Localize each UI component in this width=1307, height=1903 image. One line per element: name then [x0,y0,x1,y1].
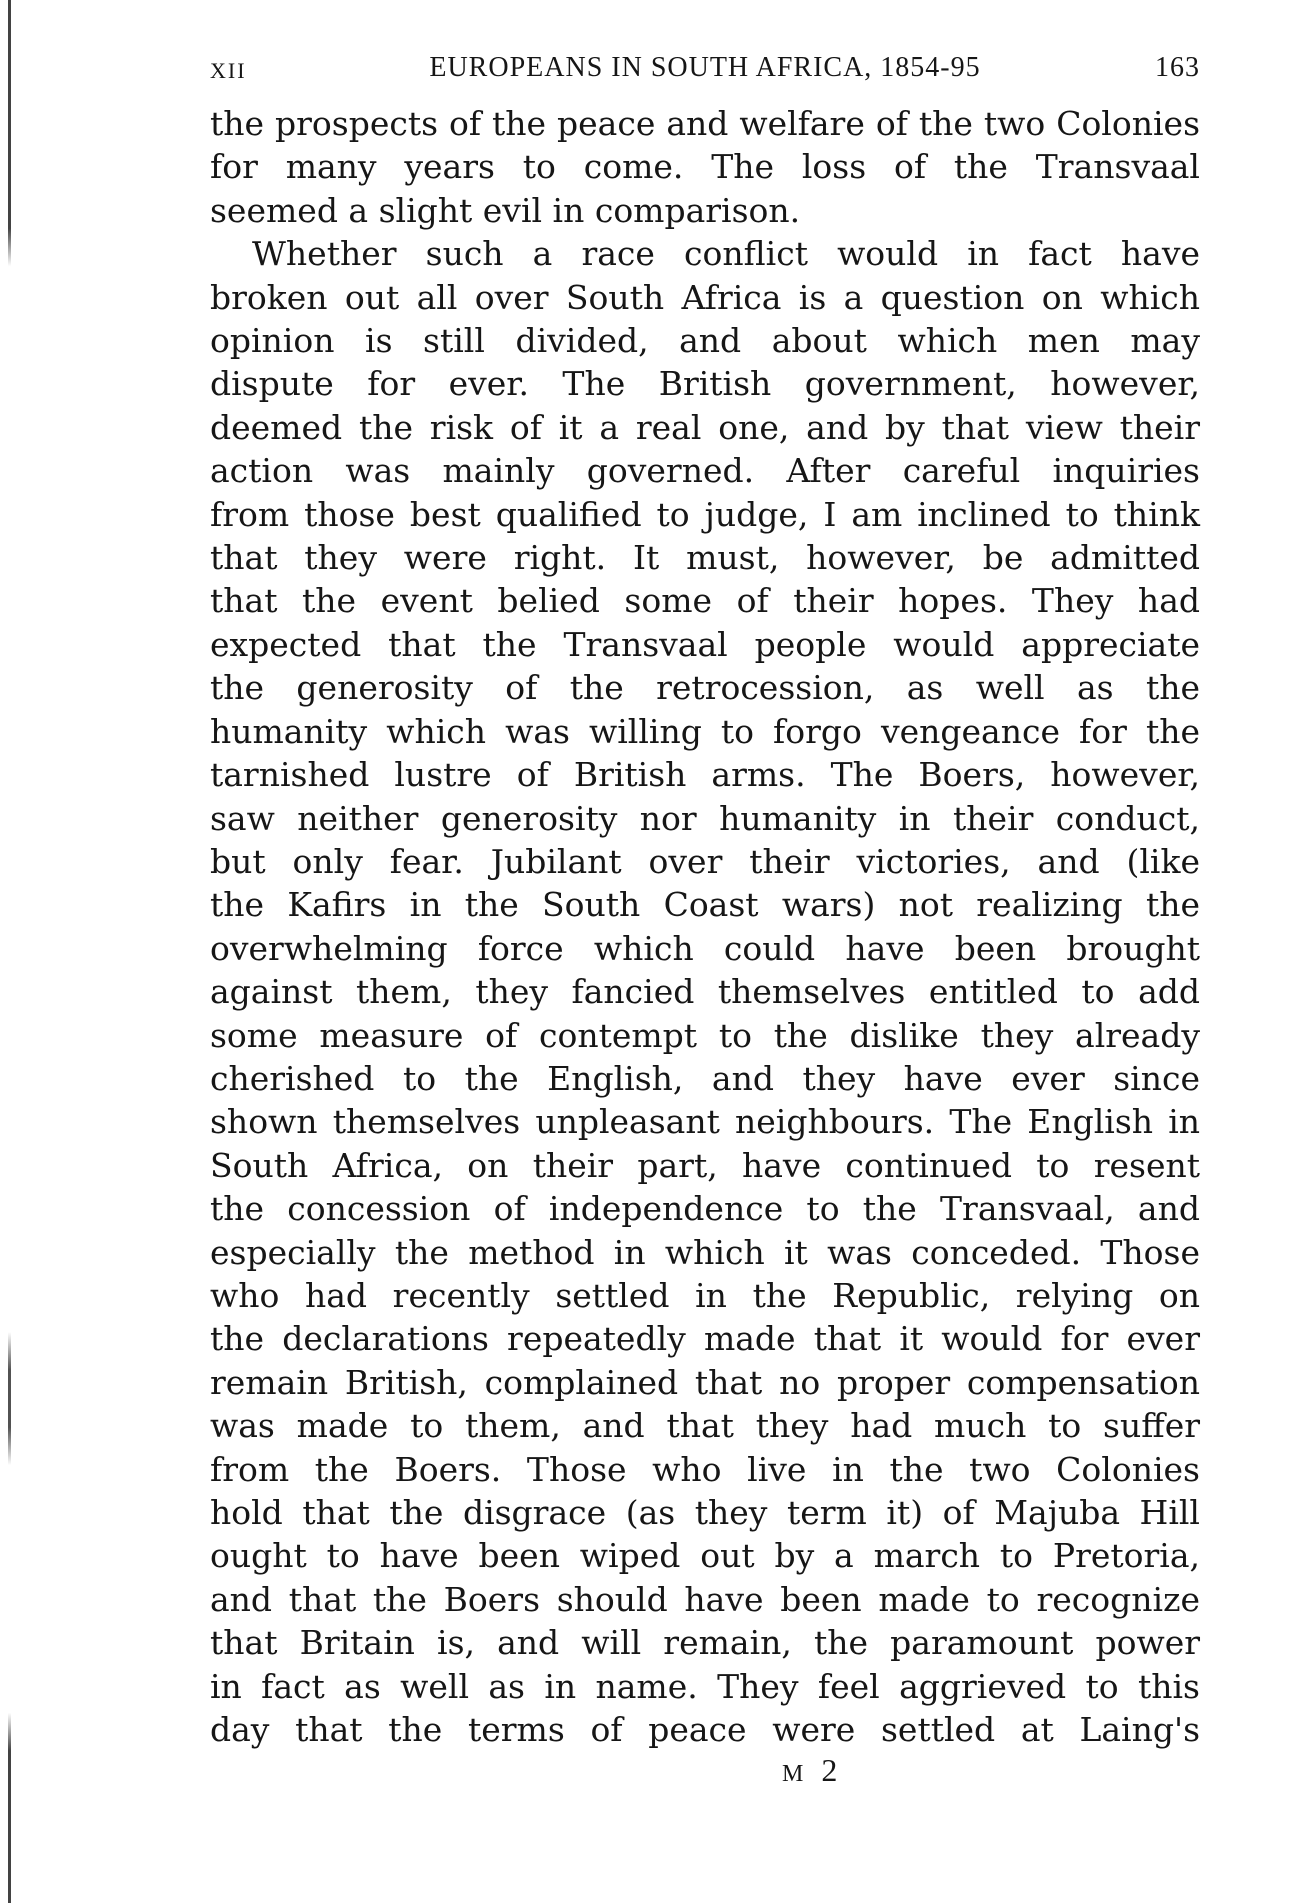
text-line: opinion is still divided, and about which men may [210,321,1200,361]
body-text [210,102,1200,1751]
text-line: remain British, complained that no proper compensation [210,1362,1200,1402]
printer-signature-mark [782,1752,841,1789]
text-line: shown themselves unpleasant neighbours. The English in [210,1102,1200,1142]
text-line: broken out all over South Africa is a question on which [210,277,1200,317]
text-line: the Kafirs in the South Coast wars) not realizing the [210,885,1200,925]
text-line: the prospects of the peace and welfare of the two Colonies [210,104,1200,143]
text-line: the concession of independence to the Transvaal, and [210,1189,1200,1229]
text-line: dispute for ever. The British government, however, [210,364,1200,404]
text-line: humanity which was willing to forgo vengeance for the [210,711,1200,751]
text-line: against them, they fancied themselves entitled to add [210,972,1200,1012]
text-line: in fact as well as in name. They feel aggrieved to this [210,1666,1200,1706]
text-line: that they were right. It must, however, be admitted [210,538,1200,578]
text-line: saw neither generosity nor humanity in their conduct, [210,798,1200,838]
text-line: but only fear. Jubilant over their victories, and (like [210,841,1200,881]
text-line: ought to have been wiped out by a march to Pretoria, [210,1536,1200,1576]
text-line: the declarations repeatedly made that it would for ever [210,1319,1200,1359]
text-line: the generosity of the retrocession, as well as the [210,668,1200,708]
running-head [210,52,1200,92]
signature-number: 2 [821,1752,842,1788]
signature-letter: M [782,1761,810,1787]
book-page [210,52,1200,1751]
running-title: EUROPEANS IN SOUTH AFRICA, 1854-95 [429,52,981,83]
text-line: day that the terms of peace were settled at Laing's [210,1710,1200,1750]
text-line: Whether such a race conflict would in fact have [252,234,1200,274]
text-line: was made to them, and that they had much to suffer [210,1406,1200,1446]
text-line: action was mainly governed. After careful inquiries [210,451,1200,491]
chapter-number: XII [210,58,247,83]
text-line: who had recently settled in the Republic, relying on [210,1275,1200,1315]
text-line: deemed the risk of it a real one, and by that view their [210,407,1200,447]
text-line: some measure of contempt to the dislike they already [210,1015,1200,1055]
text-line: South Africa, on their part, have continued to resent [210,1145,1200,1185]
text-line: seemed a slight evil in comparison. [210,190,801,230]
page-number: 163 [1155,52,1200,83]
text-line: and that the Boers should have been made to recognize [210,1579,1200,1619]
text-line: overwhelming force which could have been brought [210,928,1200,968]
text-line: from the Boers. Those who live in the two Colonies [210,1449,1200,1489]
text-line: hold that the disgrace (as they term it) of Majuba Hill [210,1493,1200,1532]
text-line: especially the method in which it was conceded. Those [210,1232,1200,1272]
text-line: that the event belied some of their hopes. They had [210,581,1200,621]
text-line: for many years to come. The loss of the Transvaal [210,147,1200,187]
text-line: expected that the Transvaal people would appreciate [210,624,1200,664]
text-line: that Britain is, and will remain, the paramount power [210,1623,1200,1663]
text-line: from those best qualified to judge, I am inclined to think [210,494,1200,534]
text-line: tarnished lustre of British arms. The Boers, however, [210,755,1200,795]
binding-edge [8,0,11,1903]
text-line: cherished to the English, and they have ever since [210,1058,1200,1098]
